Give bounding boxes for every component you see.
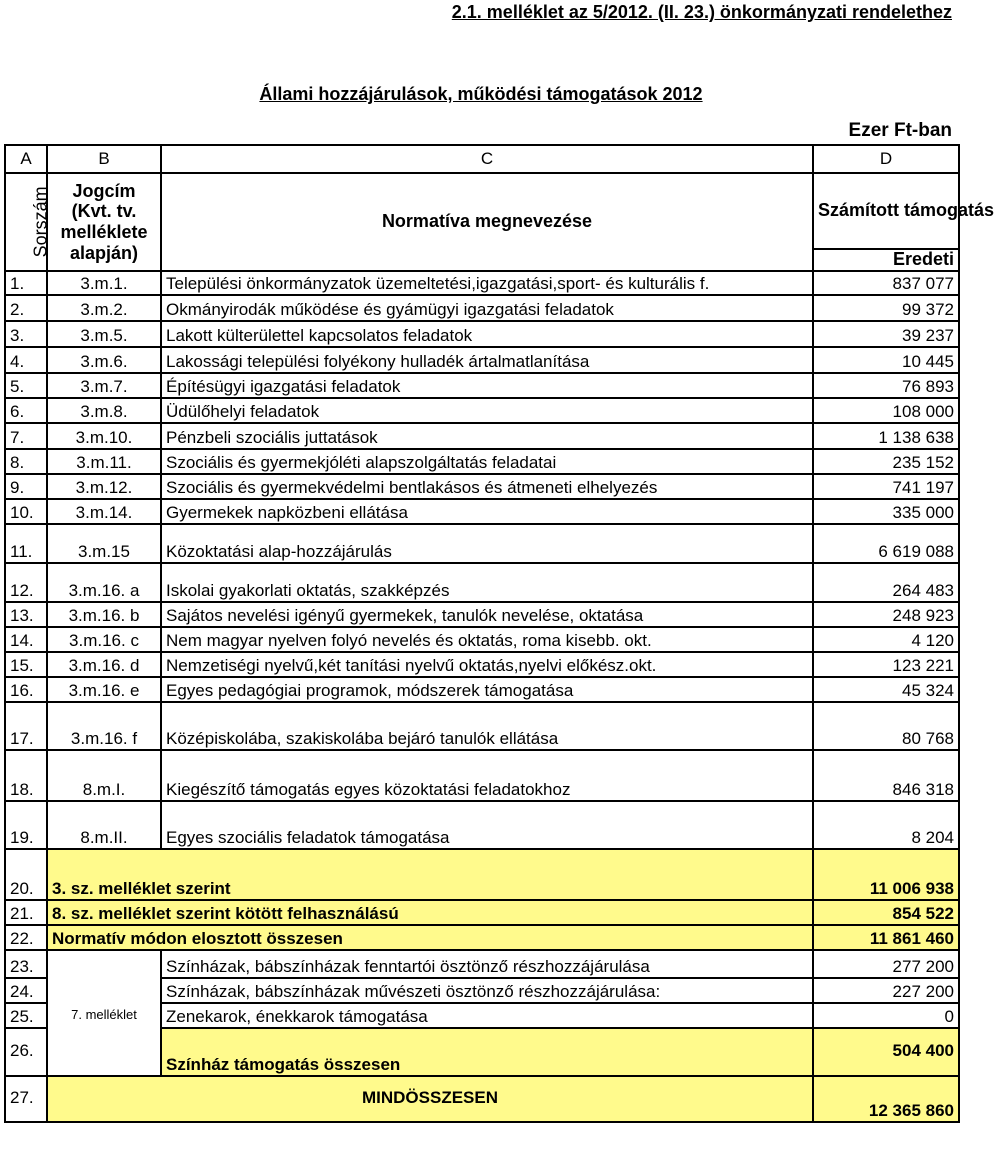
table-row (5, 449, 959, 474)
normativa-name: Építésügyi igazgatási feladatok (161, 373, 813, 398)
row-number: 11. (5, 524, 47, 563)
amount-value: 45 324 (813, 677, 959, 702)
table-row (5, 271, 959, 295)
jogcim-code: 3.m.16. c (47, 627, 161, 652)
megnevezes-header: Normatíva megnevezése (161, 173, 813, 271)
column-letter-d: D (813, 145, 959, 173)
support-table (4, 144, 994, 1123)
normativa-name: Pénzbeli szociális juttatások (161, 423, 813, 449)
theatre-code: 7. melléklet (47, 950, 161, 1076)
sorszam-label: Sorszám (30, 186, 51, 258)
row-number: 23. (5, 950, 47, 978)
normativa-name: Nemzetiségi nyelvű,két tanítási nyelvű oktatás,nyelvi előkész.okt. (161, 652, 813, 677)
row-number: 3. (5, 321, 47, 347)
row-number: 17. (5, 702, 47, 750)
normativa-name: Kiegészítő támogatás egyes közoktatási feladatokhoz (161, 750, 813, 801)
jogcim-code: 3.m.1. (47, 271, 161, 295)
page-title: Állami hozzájárulások, működési támogatások 2012 (259, 84, 703, 104)
summary-label: 8. sz. melléklet szerint kötött felhasználású (47, 900, 813, 925)
amount-value: 8 204 (813, 801, 959, 849)
amount-value: 277 200 (813, 950, 959, 978)
grand-total-value: 12 365 860 (813, 1076, 959, 1122)
amount-value: 837 077 (813, 271, 959, 295)
table-row (5, 702, 959, 750)
normativa-name: Gyermekek napközbeni ellátása (161, 499, 813, 524)
row-number: 21. (5, 900, 47, 925)
row-number: 12. (5, 563, 47, 602)
row-number: 4. (5, 347, 47, 373)
amount-value: 6 619 088 (813, 524, 959, 563)
jogcim-code: 3.m.16. f (47, 702, 161, 750)
grand-total-row (5, 1076, 959, 1122)
jogcim-code: 3.m.16. b (47, 602, 161, 627)
row-number: 9. (5, 474, 47, 499)
summary-row (5, 925, 959, 950)
amount-value: 4 120 (813, 627, 959, 652)
row-number: 6. (5, 398, 47, 423)
eredeti-header: Eredeti (813, 249, 959, 271)
theatre-total-value: 504 400 (813, 1028, 959, 1076)
normativa-name: Szociális és gyermekjóléti alapszolgáltatás feladatai (161, 449, 813, 474)
normativa-name: Egyes szociális feladatok támogatása (161, 801, 813, 849)
row-number: 24. (5, 978, 47, 1003)
header-row (5, 173, 959, 249)
row-number: 27. (5, 1076, 47, 1122)
row-number: 14. (5, 627, 47, 652)
jogcim-code: 8.m.II. (47, 801, 161, 849)
jogcim-code: 3.m.7. (47, 373, 161, 398)
normativa-name: Közoktatási alap-hozzájárulás (161, 524, 813, 563)
table-row (5, 373, 959, 398)
table-row (5, 295, 959, 321)
table-row (5, 677, 959, 702)
row-number: 2. (5, 295, 47, 321)
table-row (5, 398, 959, 423)
summary-value: 11 861 460 (813, 925, 959, 950)
normativa-name: Színházak, bábszínházak fenntartói ösztönző részhozzájárulása (161, 950, 813, 978)
table-row (5, 801, 959, 849)
summary-value: 854 522 (813, 900, 959, 925)
amount-value: 248 923 (813, 602, 959, 627)
amount-value: 123 221 (813, 652, 959, 677)
table-row (5, 474, 959, 499)
normativa-name: Települési önkormányzatok üzemeltetési,igazgatási,sport- és kulturális f. (161, 271, 813, 295)
amount-value: 10 445 (813, 347, 959, 373)
normativa-name: Lakossági települési folyékony hulladék ártalmatlanítása (161, 347, 813, 373)
jogcim-code: 3.m.2. (47, 295, 161, 321)
summary-row (5, 849, 959, 900)
amount-value: 99 372 (813, 295, 959, 321)
amount-value: 846 318 (813, 750, 959, 801)
column-letter-a: A (5, 145, 47, 173)
table-row (5, 499, 959, 524)
jogcim-code: 8.m.I. (47, 750, 161, 801)
normativa-name: Lakott külterülettel kapcsolatos feladatok (161, 321, 813, 347)
amount-value: 108 000 (813, 398, 959, 423)
row-number: 25. (5, 1003, 47, 1028)
column-letter-c: C (161, 145, 813, 173)
theatre-total-label: Színház támogatás összesen (161, 1028, 813, 1076)
amount-value: 335 000 (813, 499, 959, 524)
summary-row (5, 900, 959, 925)
column-letter-row (5, 145, 959, 173)
normativa-name: Egyes pedagógiai programok, módszerek támogatása (161, 677, 813, 702)
row-number: 7. (5, 423, 47, 449)
table-row (5, 602, 959, 627)
row-number: 26. (5, 1028, 47, 1076)
jogcim-code: 3.m.10. (47, 423, 161, 449)
grand-total-label: MINDÖSSZESEN (47, 1076, 813, 1122)
amount-value: 1 138 638 (813, 423, 959, 449)
row-number: 8. (5, 449, 47, 474)
amount-value: 0 (813, 1003, 959, 1028)
table-row (5, 563, 959, 602)
document-reference: 2.1. melléklet az 5/2012. (II. 23.) önkormányzati rendelethez (451, 2, 952, 22)
unit-label: Ezer Ft-ban (848, 120, 952, 141)
normativa-name: Színházak, bábszínházak művészeti ösztönző részhozzájárulása: (161, 978, 813, 1003)
normativa-name: Középiskolába, szakiskolába bejáró tanulók ellátása (161, 702, 813, 750)
amount-value: 227 200 (813, 978, 959, 1003)
szamitott-header: Számított támogatás (813, 173, 959, 249)
jogcim-code: 3.m.8. (47, 398, 161, 423)
amount-value: 235 152 (813, 449, 959, 474)
jogcim-code: 3.m.16. a (47, 563, 161, 602)
amount-value: 264 483 (813, 563, 959, 602)
jogcim-header: Jogcím (Kvt. tv. melléklete alapján) (47, 173, 161, 271)
row-number: 13. (5, 602, 47, 627)
jogcim-code: 3.m.6. (47, 347, 161, 373)
jogcim-code: 3.m.11. (47, 449, 161, 474)
amount-value: 741 197 (813, 474, 959, 499)
amount-value: 39 237 (813, 321, 959, 347)
table-row (5, 750, 959, 801)
normativa-name: Szociális és gyermekvédelmi bentlakásos és átmeneti elhelyezés (161, 474, 813, 499)
row-number: 16. (5, 677, 47, 702)
normativa-name: Üdülőhelyi feladatok (161, 398, 813, 423)
summary-label: Normatív módon elosztott összesen (47, 925, 813, 950)
row-number: 15. (5, 652, 47, 677)
row-number: 5. (5, 373, 47, 398)
normativa-name: Zenekarok, énekkarok támogatása (161, 1003, 813, 1028)
table-row (5, 627, 959, 652)
table-row (5, 652, 959, 677)
column-letter-b: B (47, 145, 161, 173)
normativa-name: Iskolai gyakorlati oktatás, szakképzés (161, 563, 813, 602)
row-number: 19. (5, 801, 47, 849)
summary-value: 11 006 938 (813, 849, 959, 900)
row-number: 10. (5, 499, 47, 524)
table-row (5, 423, 959, 449)
amount-value: 80 768 (813, 702, 959, 750)
table-row (5, 524, 959, 563)
table-row (5, 321, 959, 347)
jogcim-code: 3.m.12. (47, 474, 161, 499)
summary-label: 3. sz. melléklet szerint (47, 849, 813, 900)
row-number: 1. (5, 271, 47, 295)
normativa-name: Nem magyar nyelven folyó nevelés és oktatás, roma kisebb. okt. (161, 627, 813, 652)
row-number: 22. (5, 925, 47, 950)
normativa-name: Sajátos nevelési igényű gyermekek, tanulók nevelése, oktatása (161, 602, 813, 627)
jogcim-code: 3.m.16. d (47, 652, 161, 677)
jogcim-code: 3.m.5. (47, 321, 161, 347)
sorszam-header (5, 173, 51, 271)
jogcim-code: 3.m.14. (47, 499, 161, 524)
theatre-row (5, 950, 959, 978)
jogcim-code: 3.m.15 (47, 524, 161, 563)
jogcim-code: 3.m.16. e (47, 677, 161, 702)
row-number: 18. (5, 750, 47, 801)
row-number: 20. (5, 849, 47, 900)
normativa-name: Okmányirodák működése és gyámügyi igazgatási feladatok (161, 295, 813, 321)
amount-value: 76 893 (813, 373, 959, 398)
table-row (5, 347, 959, 373)
